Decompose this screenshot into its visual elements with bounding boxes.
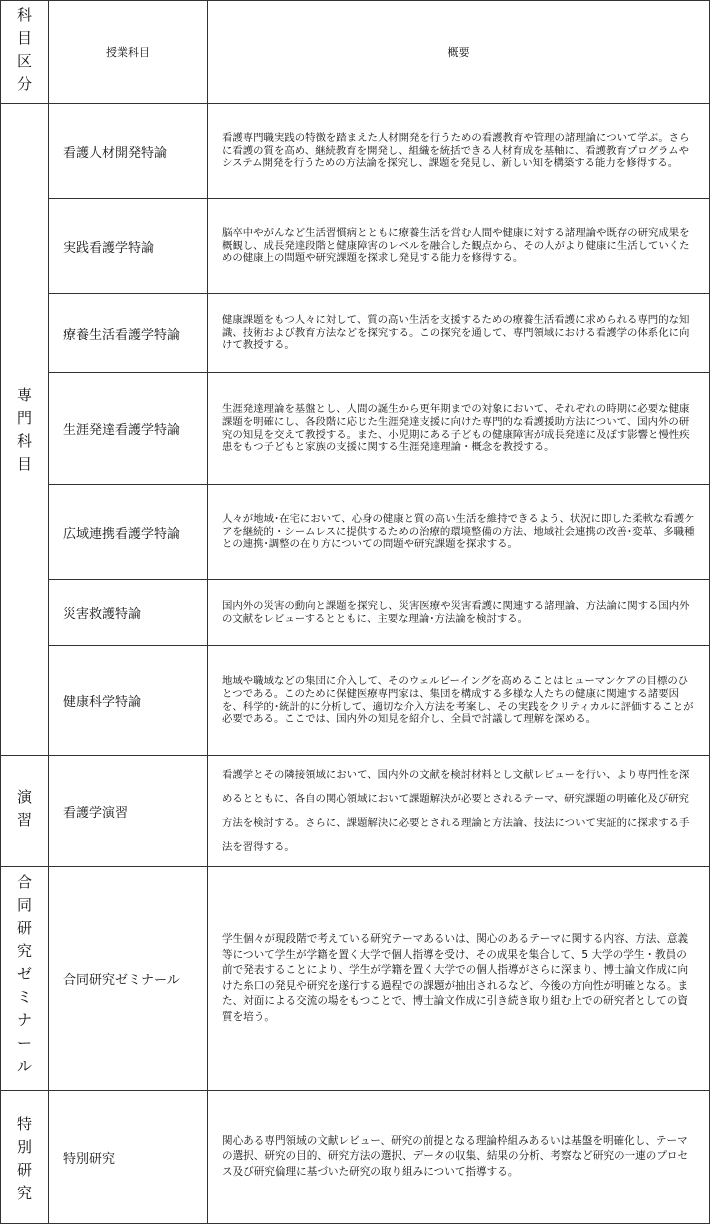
table-row <box>1 756 710 867</box>
category-cell-joint <box>1 867 49 1091</box>
overview-text: 看護専門職実践の特徴を踏まえた人材開発を行うための看護教育や管理の諸理論について学ぶ。さらに看護の質を高め、継続教育を開発し、組織を統括できる人材育成を基軸に、看護教育プログラムやシステム開発を行うための方法論を探究し、課題を発見し、新しい知を構築する能力を修得する。 <box>208 104 710 199</box>
subject-name: 看護人材開発特論 <box>49 104 208 199</box>
category-label: 専門科目 <box>16 385 32 473</box>
subject-name: 広域連携看護学特論 <box>49 485 208 580</box>
table-row <box>1 104 710 199</box>
header-category-cell <box>1 1 49 104</box>
table-row <box>1 199 710 294</box>
overview-text: 地域や職域などの集団に介入して、そのウェルビーイングを高めることはヒューマンケアの目標のひとつである。このために保健医療専門家は、集団を構成する多様な人たちの健康に関連する諸要因を、科学的･統計的に分析して、適切な介入方法を考案し、その実践をクリティカルに評価することが必要である。ここでは、国内外の知見を紹介し、全員で討議して理解を深める。 <box>208 646 710 756</box>
overview-text: 学生個々が現段階で考えている研究テーマあるいは、関心のあるテーマに関する内容、方法、意義等について学生が学籍を置く大学で個人指導を受け、その成果を集合して、5 大学の学生・教員の前で発表することにより、学生が学籍を置く大学での個人指導がさらに深まり、博士論文作成に向けた糸口の発見や研究を遂行する過程での課題が抽出されるなど、今後の方向性が明確となる。また、対面による交流の場をもつことで、博士論文作成に引き続き取り組む上での研究者としての資質を培う。 <box>208 867 710 1091</box>
overview-text: 関心ある専門領域の文献レビュー、研究の前提となる理論枠組みあるいは基盤を明確化し、テーマの選択、研究の目的、研究方法の選択、データの収集、結果の分析、考察など研究の一連のプロセス及び研究倫理に基づいた研究の取り組みについて指導する。 <box>208 1091 710 1224</box>
table-row <box>1 485 710 580</box>
overview-text: 脳卒中やがんなど生活習慣病とともに療養生活を営む人間や健康に対する諸理論や既存の研究成果を概観し、成長発達段階と健康障害のレベルを融合した観点から、その人がより健康に生活していくための健康上の問題や研究課題を探求し発見する能力を修得する。 <box>208 199 710 294</box>
subject-name: 生涯発達看護学特論 <box>49 373 208 485</box>
category-cell-special <box>1 1091 49 1224</box>
table-row <box>1 294 710 373</box>
category-label: 特別研究 <box>16 1115 32 1202</box>
table-row <box>1 373 710 485</box>
category-cell-specialized <box>1 104 49 756</box>
table-row <box>1 646 710 756</box>
header-category: 科目区分 <box>16 6 32 93</box>
overview-text: 国内外の災害の動向と課題を探究し、災害医療や災害看護に関連する諸理論、方法論に関する国内外の文献をレビューするとともに、主要な理論･方法論を検討する。 <box>208 580 710 646</box>
header-row <box>1 1 710 104</box>
category-label: 合同研究ゼミナール <box>16 873 32 1075</box>
table-row <box>1 1091 710 1224</box>
header-subject: 授業科目 <box>49 1 208 104</box>
table-row <box>1 867 710 1091</box>
category-label: 演習 <box>16 788 32 829</box>
subject-name: 看護学演習 <box>49 756 208 867</box>
subject-name: 合同研究ゼミナール <box>49 867 208 1091</box>
subject-name: 実践看護学特論 <box>49 199 208 294</box>
subject-name: 健康科学特論 <box>49 646 208 756</box>
subject-name: 特別研究 <box>49 1091 208 1224</box>
header-overview: 概要 <box>208 1 710 104</box>
subject-name: 療養生活看護学特論 <box>49 294 208 373</box>
table-row <box>1 580 710 646</box>
subject-name: 災害救護特論 <box>49 580 208 646</box>
overview-text: 人々が地域･在宅において、心身の健康と質の高い生活を維持できるよう、状況に即した柔軟な看護ケアを継続的・シームレスに提供するための治療的環境整備の方法、地域社会連携の改善･変革、多職種との連携･調整の在り方についての問題や研究課題を探求する。 <box>208 485 710 580</box>
overview-text: 生涯発達理論を基盤とし、人間の誕生から更年期までの対象において、それぞれの時期に必要な健康課題を明確にし、各段階に応じた生涯発達支援に向けた専門的な看護援助方法について、国内外の研究の知見を交えて教授する。また、小児期にある子どもの健康障害が成長発達に及ぼす影響と慢性疾患をもつ子どもと家族の支援に関する生涯発達理論・概念を教授する。 <box>208 373 710 485</box>
overview-text: 健康課題をもつ人々に対して、質の高い生活を支援するための療養生活看護に求められる専門的な知識、技術および教育方法などを探究する。この探究を通して、専門領域における看護学の体系化に向けて教授する。 <box>208 294 710 373</box>
category-cell-seminar <box>1 756 49 867</box>
overview-text: 看護学とその隣接領域において、国内外の文献を検討材料とし文献レビューを行い、より専門性を深めるとともに、各自の関心領域において課題解決が必要とされるテーマ、研究課題の明確化及び研究方法を検討する。さらに、課題解決に必要とされる理論と方法論、技法について実証的に探求する手法を習得する。 <box>208 756 710 867</box>
